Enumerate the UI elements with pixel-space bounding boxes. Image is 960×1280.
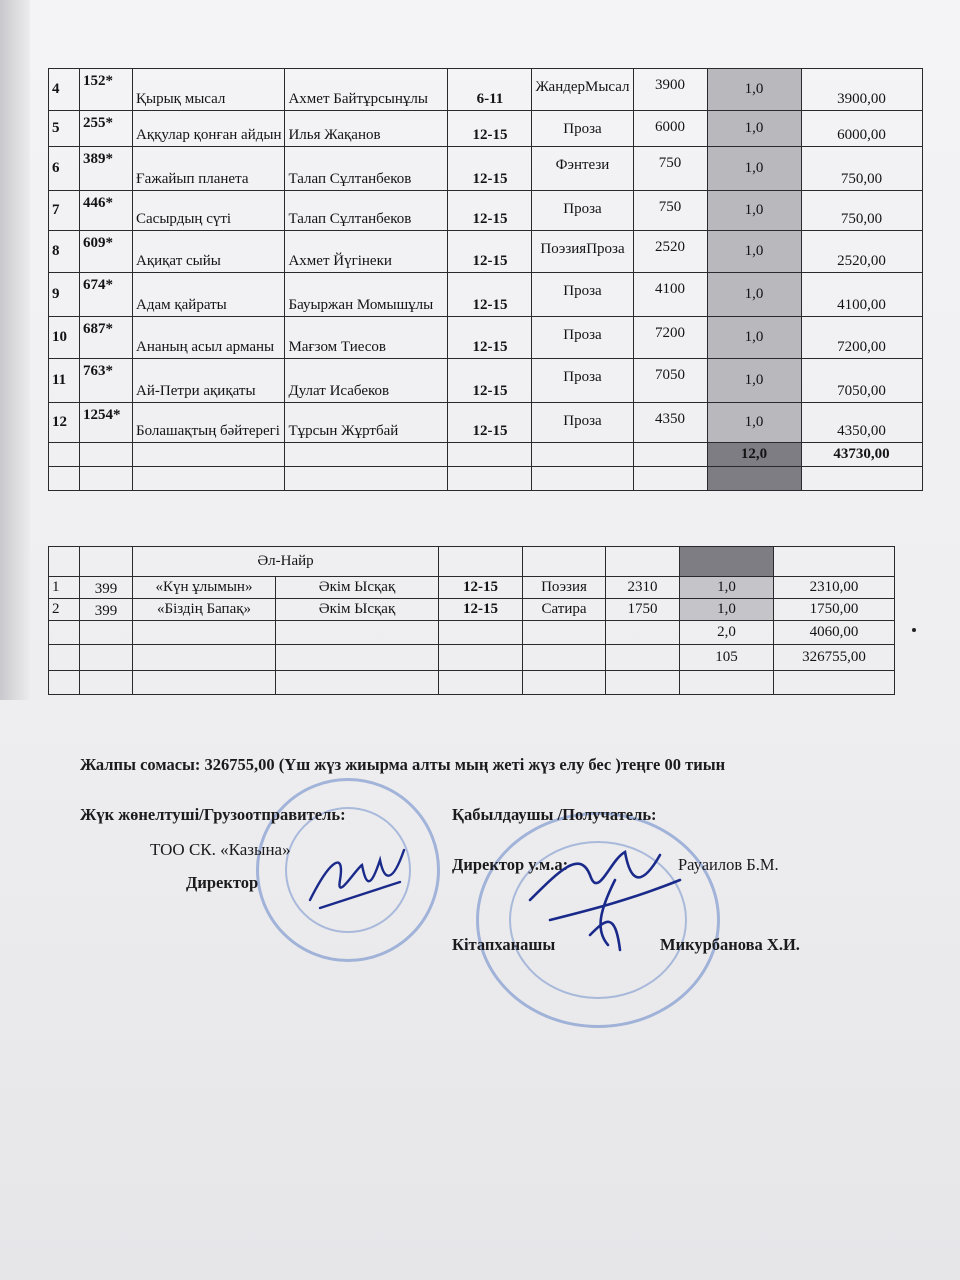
table-row [49,147,923,191]
genre: ПоэзияПроза [532,231,633,273]
grand-total-qty: 105 [680,645,774,671]
section-total-row [49,621,895,645]
line-sum: 2520,00 [801,231,922,273]
row-number: 6 [49,147,80,191]
genre: Фэнтези [532,147,633,191]
genre: Сатира [523,599,606,621]
item-code: 152* [80,69,133,111]
empty-row [49,671,895,695]
book-author: Дулат Исабеков [285,359,448,403]
row-number: 12 [49,403,80,443]
age-range: 12-15 [448,273,532,317]
director-label: Директор у.м.а: [452,855,569,874]
price: 6000 [633,111,707,147]
book-title: Ананың асыл арманы [133,317,285,359]
age-range: 6-11 [448,69,532,111]
row-number: 10 [49,317,80,359]
table-row [49,191,923,231]
age-range: 12-15 [439,599,523,621]
price: 3900 [633,69,707,111]
age-range: 12-15 [439,577,523,599]
invoice-table-section [48,546,895,695]
genre: Проза [532,111,633,147]
table-row [49,111,923,147]
line-sum: 6000,00 [801,111,922,147]
paper-edge-shadow [0,0,30,700]
book-title: Ақиқат сыйы [133,231,285,273]
item-code: 389* [80,147,133,191]
book-title: «Күн ұлымын» [133,577,276,599]
book-author: Ахмет Байтұрсынұлы [285,69,448,111]
quantity: 1,0 [680,599,774,621]
main-total-row [49,443,923,467]
line-sum: 4100,00 [801,273,922,317]
shipper-label: Жүк жөнелтуші/Грузоотправитель: [80,805,346,824]
price: 4350 [633,403,707,443]
section-header-row [49,547,895,577]
genre: Проза [532,191,633,231]
item-code: 399 [80,577,133,599]
book-title: Қырық мысал [133,69,285,111]
price: 2310 [606,577,680,599]
price: 750 [633,191,707,231]
book-title: Сасырдың сүті [133,191,285,231]
item-code: 687* [80,317,133,359]
price: 7050 [633,359,707,403]
genre: Поэзия [523,577,606,599]
librarian-name: Микурбанова Х.И. [660,935,800,954]
quantity: 1,0 [707,231,801,273]
age-range: 12-15 [448,111,532,147]
section-total-sum: 4060,00 [774,621,895,645]
quantity: 1,0 [707,147,801,191]
book-author: Ахмет Йүгінеки [285,231,448,273]
line-sum: 1750,00 [774,599,895,621]
section-total-qty: 2,0 [680,621,774,645]
table-row [49,403,923,443]
book-author: Талап Сұлтанбеков [285,147,448,191]
book-title: Аққулар қонған айдын [133,111,285,147]
item-code: 763* [80,359,133,403]
row-number: 8 [49,231,80,273]
shipper-signature [300,840,410,920]
line-sum: 750,00 [801,147,922,191]
book-author: Бауыржан Момышұлы [285,273,448,317]
quantity: 1,0 [707,317,801,359]
shipper-company: ТОО СК. «Казына» [150,840,291,859]
genre: Проза [532,403,633,443]
line-sum: 7050,00 [801,359,922,403]
item-code: 446* [80,191,133,231]
book-title: Адам қайраты [133,273,285,317]
quantity: 1,0 [707,69,801,111]
age-range: 12-15 [448,191,532,231]
receiver-signature [520,840,690,960]
book-title: «Біздің Бапақ» [133,599,276,621]
quantity: 1,0 [680,577,774,599]
director-name: Рауаилов Б.М. [678,855,779,874]
genre: Проза [532,273,633,317]
age-range: 12-15 [448,147,532,191]
row-number: 5 [49,111,80,147]
main-total-sum: 43730,00 [801,443,922,467]
item-code: 674* [80,273,133,317]
receiver-label: Қабылдаушы /Получатель: [452,805,657,824]
librarian-label: Кітапханашы [452,935,556,954]
book-title: Ғажайып планета [133,147,285,191]
main-total-qty: 12,0 [707,443,801,467]
row-number: 1 [49,577,80,599]
item-code: 1254* [80,403,133,443]
book-author: Тұрсын Жұртбай [285,403,448,443]
ink-dot [912,628,916,632]
table-row [49,577,895,599]
row-number: 2 [49,599,80,621]
book-title: Ай-Петри ақиқаты [133,359,285,403]
book-author: Мағзом Тиесов [285,317,448,359]
book-title: Болашақтың бәйтерегі [133,403,285,443]
table-row [49,317,923,359]
grand-total-sum: 326755,00 [774,645,895,671]
price: 750 [633,147,707,191]
item-code: 609* [80,231,133,273]
total-in-words: Жалпы сомасы: 326755,00 (Үш жүз жиырма алты мың жеті жүз елу бес )теңге 00 тиын [80,755,726,774]
line-sum: 3900,00 [801,69,922,111]
shipper-role: Директор [186,873,259,892]
item-code: 399 [80,599,133,621]
empty-row [49,467,923,491]
row-number: 9 [49,273,80,317]
price: 4100 [633,273,707,317]
row-number: 7 [49,191,80,231]
genre: Проза [532,317,633,359]
table-row [49,69,923,111]
quantity: 1,0 [707,403,801,443]
book-author: Әкім Ысқақ [276,599,439,621]
item-code: 255* [80,111,133,147]
line-sum: 4350,00 [801,403,922,443]
price: 2520 [633,231,707,273]
book-author: Талап Сұлтанбеков [285,191,448,231]
quantity: 1,0 [707,111,801,147]
row-number: 4 [49,69,80,111]
grand-total-row [49,645,895,671]
table-row [49,359,923,403]
genre: Проза [532,359,633,403]
quantity: 1,0 [707,359,801,403]
age-range: 12-15 [448,359,532,403]
book-author: Илья Жақанов [285,111,448,147]
genre: ЖандерМысал [532,69,633,111]
price: 7200 [633,317,707,359]
section-title: Әл-Найр [133,547,439,577]
table-row [49,273,923,317]
line-sum: 750,00 [801,191,922,231]
table-row [49,599,895,621]
age-range: 12-15 [448,231,532,273]
price: 1750 [606,599,680,621]
invoice-table-main [48,68,923,491]
line-sum: 2310,00 [774,577,895,599]
quantity: 1,0 [707,273,801,317]
table-row [49,231,923,273]
age-range: 12-15 [448,317,532,359]
age-range: 12-15 [448,403,532,443]
row-number: 11 [49,359,80,403]
book-author: Әкім Ысқақ [276,577,439,599]
quantity: 1,0 [707,191,801,231]
line-sum: 7200,00 [801,317,922,359]
